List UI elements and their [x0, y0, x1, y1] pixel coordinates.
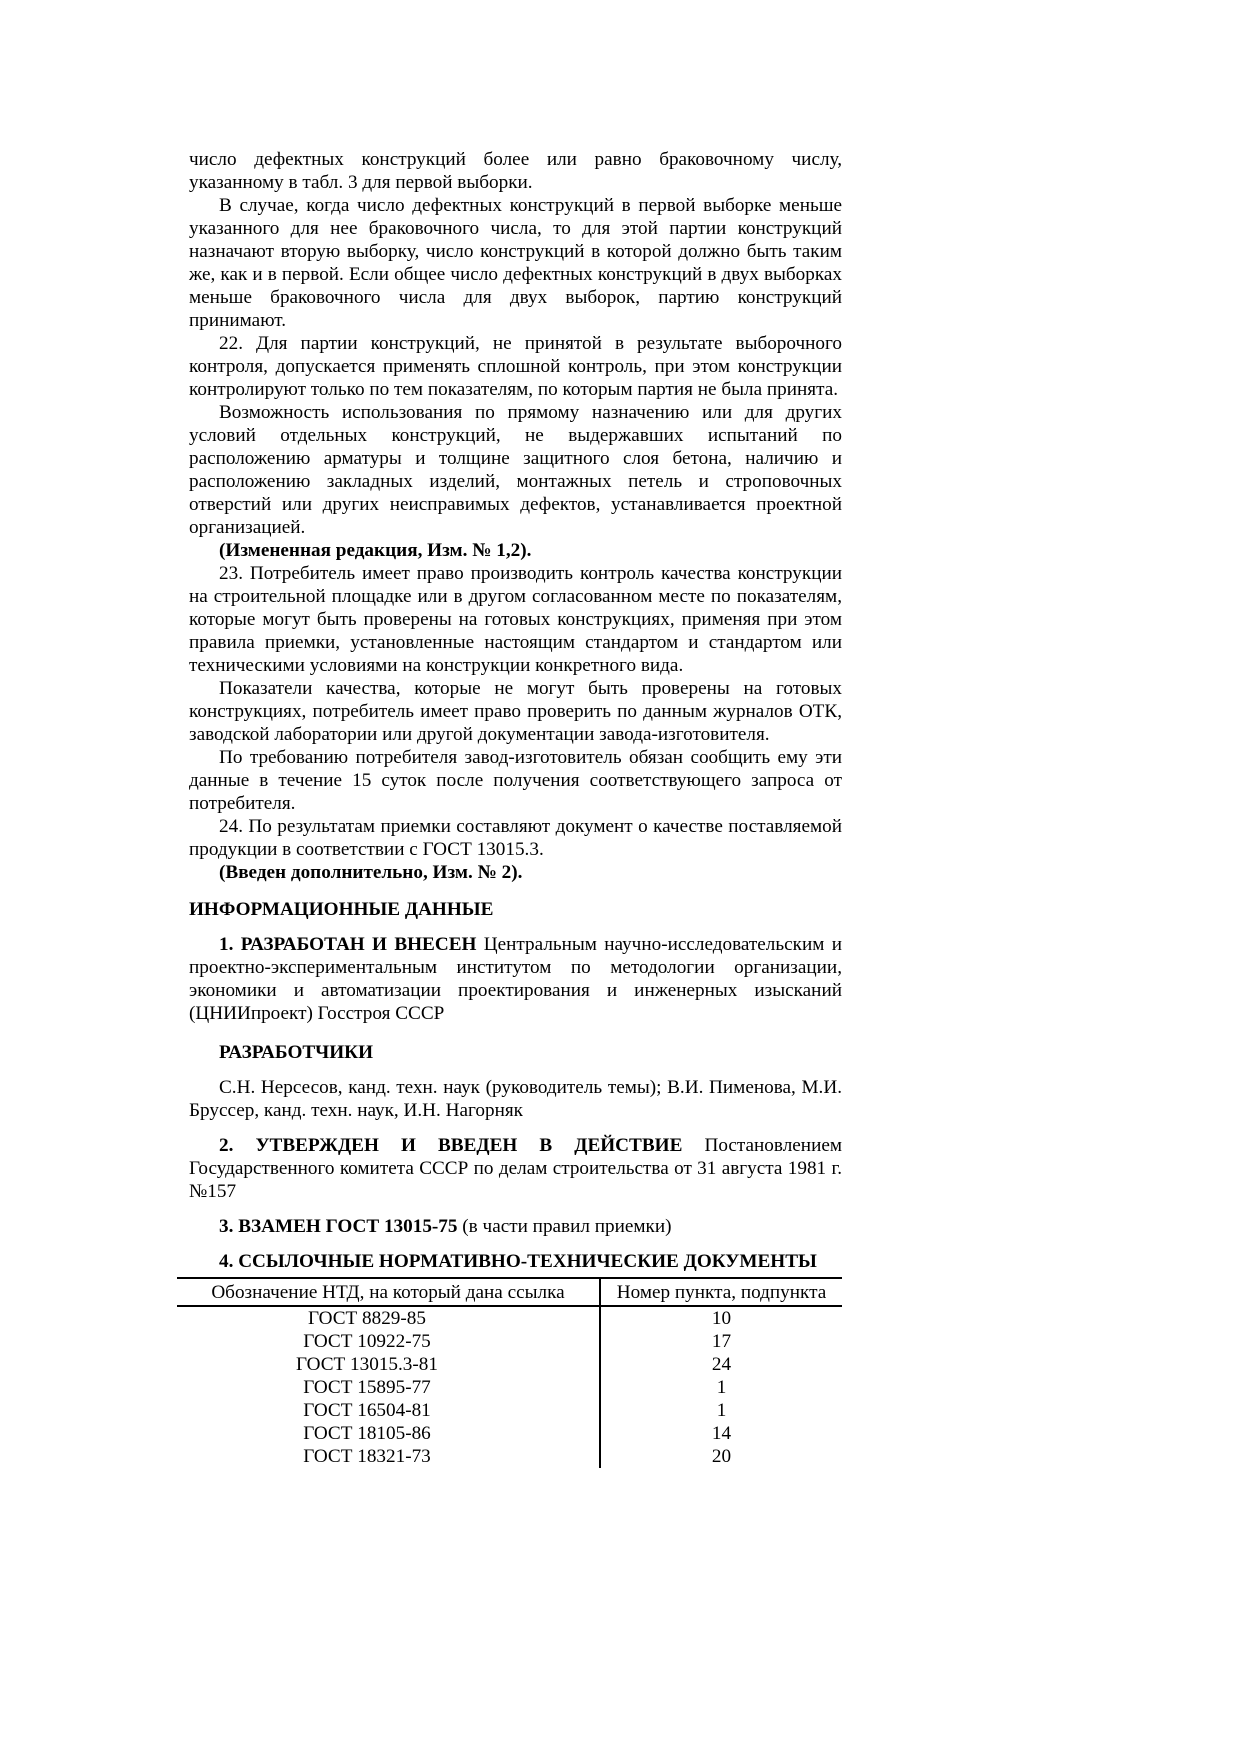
- paragraph: Показатели качества, которые не могут быть проверены на готовых конструкциях, потребитель имеет право проверить по данным журналов ОТК, заводской лаборатории или другой документации завода-изготовителя.: [189, 678, 842, 745]
- info-item-3-text: (в части правил приемки): [457, 1216, 672, 1237]
- paragraph: По требованию потребителя завод-изготовитель обязан сообщить ему эти данные в течение 15 суток после получения соответствующего запроса от потребителя.: [189, 747, 842, 814]
- column-header-ntd: Обозначение НТД, на который дана ссылка: [177, 1278, 600, 1306]
- info-item-1-title: 1. РАЗРАБОТАН И ВНЕСЕН: [219, 934, 477, 955]
- table-row: [177, 1330, 842, 1353]
- paragraph-clause-24: 24. По результатам приемки составляют документ о качестве поставляемой продукции в соответствии с ГОСТ 13015.3.: [189, 816, 842, 860]
- paragraph: число дефектных конструкций более или равно браковочному числу, указанному в табл. 3 для первой выборки.: [189, 149, 842, 193]
- info-item-1: [189, 933, 842, 1025]
- developers-list: С.Н. Нерсесов, канд. техн. наук (руководитель темы); В.И. Пименова, М.И. Бруссер, канд. техн. наук, И.Н. Нагорняк: [189, 1077, 842, 1121]
- cell-document: ГОСТ 10922-75: [177, 1330, 600, 1353]
- table-row: [177, 1445, 842, 1468]
- info-item-1-text: Центральным научно-исследовательским и проектно-экспериментальным институтом по методологии организации, экономики и автоматизации проектирования и инженерных изысканий (ЦНИИпроект) Госстроя СССР: [189, 934, 842, 1024]
- info-item-2-title: 2. УТВЕРЖДЕН И ВВЕДЕН В ДЕЙСТВИЕ: [219, 1135, 683, 1156]
- cell-item: 1: [716, 1400, 727, 1421]
- table-row: [177, 1399, 842, 1422]
- references-table: [177, 1277, 842, 1468]
- amendment-note: (Измененная редакция, Изм. № 1,2).: [219, 540, 532, 561]
- info-item-2: [189, 1134, 842, 1203]
- cell-document: ГОСТ 18321-73: [177, 1445, 600, 1468]
- table-header-row: [177, 1278, 842, 1306]
- cell-document: ГОСТ 18105-86: [177, 1422, 600, 1445]
- info-item-4: 4. ССЫЛОЧНЫЕ НОРМАТИВНО-ТЕХНИЧЕСКИЕ ДОКУМЕНТЫ: [219, 1251, 817, 1272]
- table-row: [177, 1422, 842, 1445]
- paragraph-clause-23: 23. Потребитель имеет право производить контроль качества конструкции на строительной площадке или в другом согласованном месте по показателям, которые могут быть проверены на готовых конструкциях, применяя при этом правила приемки, установленные настоящим стандартом и стандартом или техническими условиями на конструкции конкретного вида.: [189, 563, 842, 676]
- cell-document: ГОСТ 8829-85: [177, 1306, 600, 1330]
- developers-heading: РАЗРАБОТЧИКИ: [219, 1042, 374, 1063]
- cell-item: 17: [711, 1331, 732, 1352]
- cell-item: 20: [711, 1446, 732, 1467]
- cell-item: 10: [711, 1308, 732, 1329]
- table-row: [177, 1306, 842, 1330]
- cell-item: 24: [711, 1354, 732, 1375]
- info-data-heading: ИНФОРМАЦИОННЫЕ ДАННЫЕ: [189, 899, 494, 920]
- cell-document: ГОСТ 16504-81: [177, 1399, 600, 1422]
- cell-item: 1: [716, 1377, 727, 1398]
- info-item-2-text: Постановлением Государственного комитета СССР по делам строительства от 31 августа 1981 г. №157: [189, 1135, 842, 1202]
- document-page: [189, 148, 842, 1468]
- info-item-3-title: 3. ВЗАМЕН ГОСТ 13015-75: [219, 1216, 458, 1237]
- column-header-item: Номер пункта, подпункта: [600, 1278, 842, 1306]
- cell-item: 14: [711, 1423, 732, 1444]
- cell-document: ГОСТ 15895-77: [177, 1376, 600, 1399]
- table-row: [177, 1353, 842, 1376]
- paragraph: В случае, когда число дефектных конструкций в первой выборке меньше указанного для нее браковочного числа, то для этой партии конструкций назначают вторую выборку, число конструкций в которой должно быть таким же, как и в первой. Если общее число дефектных конструкций в двух выборках меньше браковочного числа для двух выборок, партию конструкций принимают.: [189, 195, 842, 331]
- cell-document: ГОСТ 13015.3-81: [177, 1353, 600, 1376]
- table-row: [177, 1376, 842, 1399]
- info-item-3: [189, 1215, 842, 1238]
- paragraph-clause-22: 22. Для партии конструкций, не принятой в результате выборочного контроля, допускается применять сплошной контроль, при этом конструкции контролируют только по тем показателям, по которым партия не была принята.: [189, 333, 842, 400]
- amendment-note: (Введен дополнительно, Изм. № 2).: [219, 862, 523, 883]
- paragraph: Возможность использования по прямому назначению или для других условий отдельных конструкций, не выдержавших испытаний по расположению арматуры и толщине защитного слоя бетона, наличию и расположению закладных изделий, монтажных петель и строповочных отверстий или других неисправимых дефектов, устанавливается проектной организацией.: [189, 402, 842, 538]
